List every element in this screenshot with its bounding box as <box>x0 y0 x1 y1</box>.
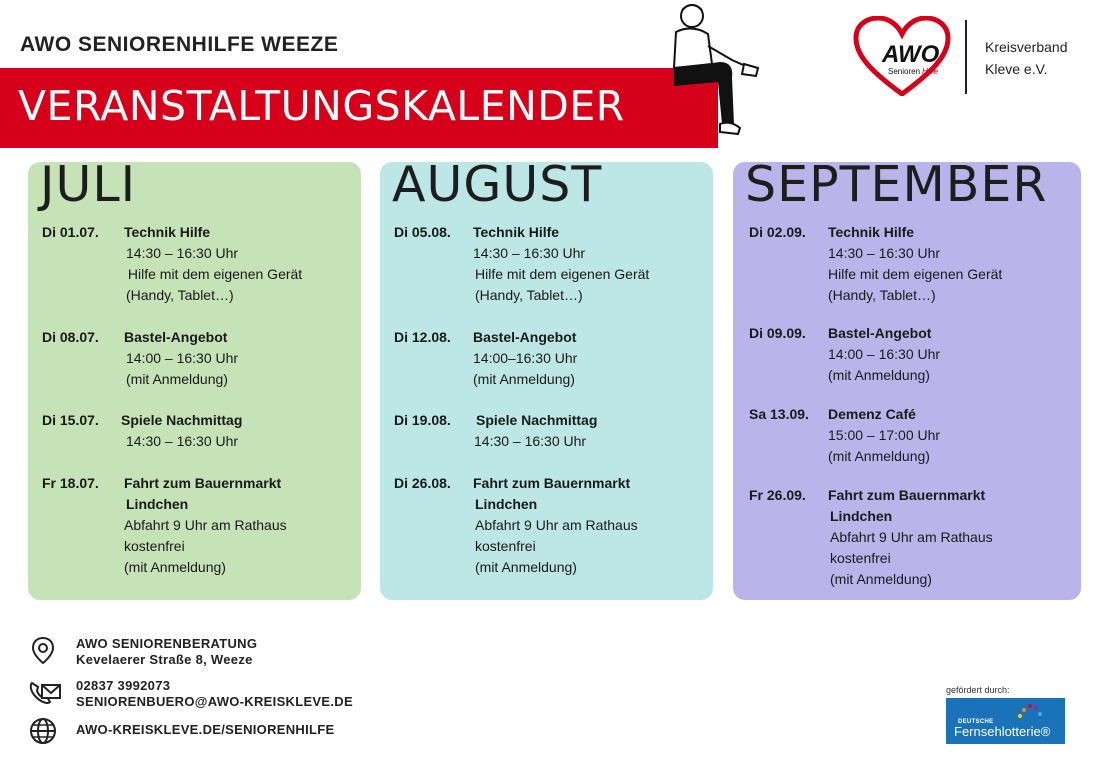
globe-icon <box>28 716 58 746</box>
event-date: Di 02.09. <box>749 224 806 240</box>
event-detail: (Handy, Tablet…) <box>475 287 583 303</box>
event-detail: (mit Anmeldung) <box>126 371 228 387</box>
month-title: AUGUST <box>392 156 603 213</box>
event-time: 14:00 – 16:30 Uhr <box>828 346 941 362</box>
event-date: Fr 18.07. <box>42 475 99 491</box>
sponsor-logo <box>946 698 1065 744</box>
event-detail: Hilfe mit dem eigenen Gerät <box>475 266 650 282</box>
logo-subtext-2: Hilfe <box>922 67 939 76</box>
month-card-august <box>380 156 713 600</box>
logo-subtext-1: Senioren <box>888 67 921 76</box>
sponsor-name: Fernsehlotterie® <box>954 724 1051 739</box>
page-title: VERANSTALTUNGSKALENDER <box>18 82 625 130</box>
event-title: Spiele Nachmittag <box>476 412 598 428</box>
month-title: SEPTEMBER <box>745 156 1048 213</box>
event-title: Fahrt zum Bauernmarkt <box>828 487 986 503</box>
event-date: Di 15.07. <box>42 412 99 428</box>
event-detail: Abfahrt 9 Uhr am Rathaus <box>830 529 993 545</box>
event-date: Di 12.08. <box>394 329 451 345</box>
kreis-line-1: Kreisverband <box>985 39 1068 55</box>
event-time: 14:30 – 16:30 Uhr <box>474 433 587 449</box>
event-title-line-2: Lindchen <box>475 496 538 512</box>
event-title-line-2: Lindchen <box>830 508 893 524</box>
event-detail: kostenfrei <box>830 550 891 566</box>
event-date: Di 01.07. <box>42 224 99 240</box>
event-date: Di 05.08. <box>394 224 451 240</box>
event-time: 14:00 – 16:30 Uhr <box>126 350 239 366</box>
event-detail: (mit Anmeldung) <box>124 559 226 575</box>
event-detail: (Handy, Tablet…) <box>126 287 234 303</box>
event-detail: kostenfrei <box>475 538 536 554</box>
event-title: Technik Hilfe <box>124 224 211 240</box>
event-detail: (mit Anmeldung) <box>473 371 575 387</box>
event-detail: (Handy, Tablet…) <box>828 287 936 303</box>
event-detail: (mit Anmeldung) <box>475 559 577 575</box>
event-detail: Abfahrt 9 Uhr am Rathaus <box>475 517 638 533</box>
event-time: 14:00–16:30 Uhr <box>473 350 578 366</box>
location-pin-icon <box>28 636 58 666</box>
event-time: 14:30 – 16:30 Uhr <box>126 245 239 261</box>
website-link[interactable]: AWO-KREISKLEVE.DE/SENIORENHILFE <box>76 722 335 737</box>
event-title: Fahrt zum Bauernmarkt <box>124 475 282 491</box>
phone-number[interactable]: 02837 3992073 <box>76 678 171 693</box>
event-title-line-2: Lindchen <box>126 496 189 512</box>
month-title: JULI <box>40 156 137 213</box>
event-time: 14:30 – 16:30 Uhr <box>126 433 239 449</box>
awo-logo <box>852 16 952 96</box>
event-date: Fr 26.09. <box>749 487 806 503</box>
event-detail: Abfahrt 9 Uhr am Rathaus <box>124 517 287 533</box>
event-title: Bastel-Angebot <box>828 325 932 341</box>
event-title: Bastel-Angebot <box>473 329 577 345</box>
office-address: Kevelaerer Straße 8, Weeze <box>76 652 253 667</box>
phone-mail-icon <box>28 677 62 707</box>
email-address[interactable]: SENIORENBUERO@AWO-KREISKLEVE.DE <box>76 694 353 709</box>
event-title: Fahrt zum Bauernmarkt <box>473 475 631 491</box>
event-time: 14:30 – 16:30 Uhr <box>473 245 586 261</box>
event-detail: Hilfe mit dem eigenen Gerät <box>124 266 303 282</box>
kreis-line-2: Kleve e.V. <box>985 61 1048 77</box>
event-date: Sa 13.09. <box>749 406 809 422</box>
event-time: 14:30 – 16:30 Uhr <box>828 245 941 261</box>
event-date: Di 08.07. <box>42 329 99 345</box>
logo-text: AWO <box>882 41 940 68</box>
event-detail: Hilfe mit dem eigenen Gerät <box>828 266 1003 282</box>
office-name: AWO SENIORENBERATUNG <box>76 636 258 651</box>
event-time: 15:00 – 17:00 Uhr <box>828 427 941 443</box>
kreisverband-label <box>985 36 1068 80</box>
event-date: Di 09.09. <box>749 325 806 341</box>
sponsor-label: gefördert durch: <box>946 685 1010 695</box>
organization-title: AWO SENIORENHILFE WEEZE <box>20 33 339 56</box>
event-title: Demenz Café <box>828 406 916 422</box>
event-date: Di 19.08. <box>394 412 451 428</box>
event-detail: kostenfrei <box>124 538 185 554</box>
event-title: Bastel-Angebot <box>124 329 228 345</box>
title-banner <box>0 68 718 148</box>
event-title: Technik Hilfe <box>828 224 915 240</box>
event-detail: (mit Anmeldung) <box>828 367 930 383</box>
event-title: Technik Hilfe <box>473 224 560 240</box>
rainbow-hand-icon <box>1016 702 1044 720</box>
sponsor-small-text: DEUTSCHE <box>958 719 994 725</box>
sitting-person-illustration <box>660 2 770 142</box>
month-card-july <box>28 156 361 600</box>
event-date: Di 26.08. <box>394 475 451 491</box>
event-detail: (mit Anmeldung) <box>830 571 932 587</box>
event-title: Spiele Nachmittag <box>121 412 243 428</box>
month-card-september <box>733 156 1081 600</box>
event-detail: (mit Anmeldung) <box>828 448 930 464</box>
logo-divider <box>965 20 967 94</box>
